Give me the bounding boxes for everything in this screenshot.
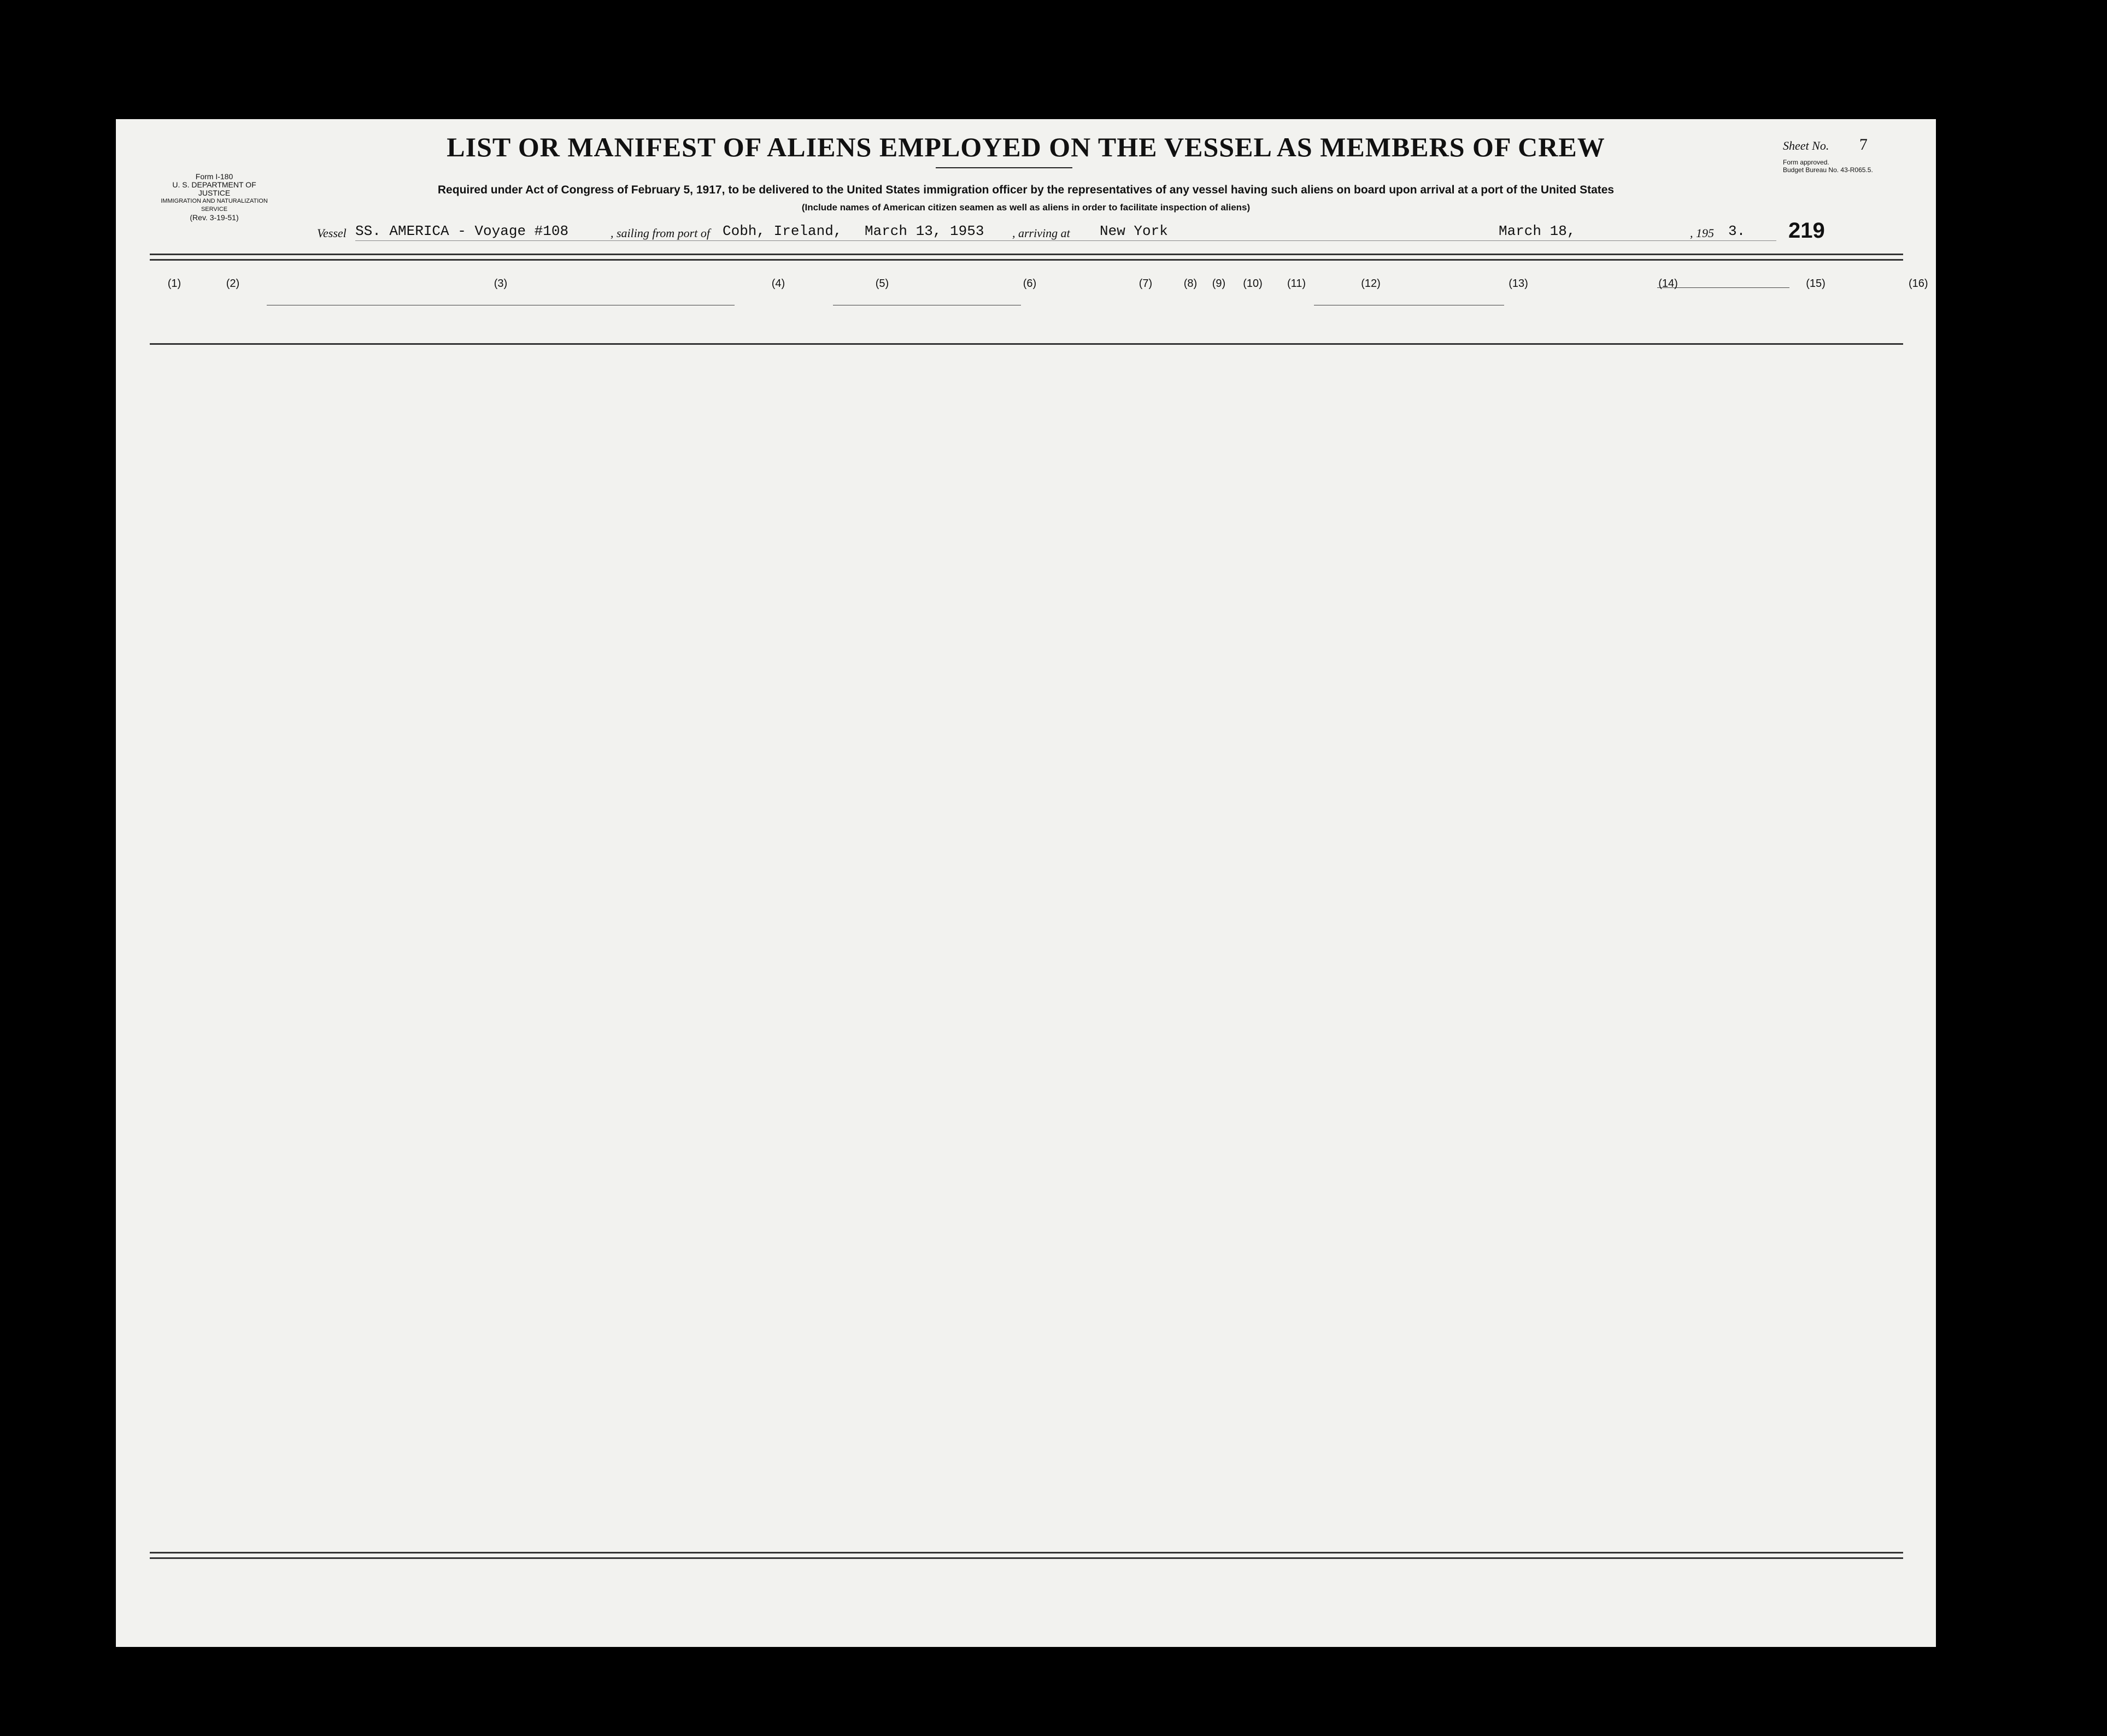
col-num-13: (13) — [1509, 278, 1528, 290]
sail-date-value: March 13, 1953 — [865, 223, 984, 239]
col-num-14: (14) — [1658, 278, 1678, 290]
col-num-10: (10) — [1243, 278, 1263, 290]
col-num-5: (5) — [875, 278, 889, 290]
sheet-value: 7 — [1859, 136, 1868, 154]
approval-block — [1783, 158, 1873, 174]
sheet-number — [1783, 136, 1868, 154]
form-number: Form I-180 — [195, 172, 233, 181]
arriving-label: , arriving at — [1012, 226, 1070, 240]
col-num-6: (6) — [1023, 278, 1037, 290]
title-underline — [936, 167, 1072, 168]
approval-line-1: Form approved. — [1783, 158, 1829, 166]
col-num-15: (15) — [1806, 278, 1826, 290]
header-bottom-rule — [150, 343, 1903, 345]
col-num-9: (9) — [1212, 278, 1226, 290]
arrival-date-value: March 18, — [1499, 223, 1576, 239]
table-bottom-rule — [150, 1552, 1903, 1553]
page-title: LIST OR MANIFEST OF ALIENS EMPLOYED ON THE VESSEL AS MEMBERS OF CREW — [447, 132, 1605, 162]
subnote: (Include names of American citizen seamen as well as aliens in order to facilitate inspection of aliens) — [801, 202, 1251, 213]
sailing-label: , sailing from port of — [611, 226, 710, 240]
manifest-sheet: Form I-180 U. S. DEPARTMENT OF JUSTICE IMMIGRATION AND NATURALIZATION SERVICE (Rev. 3-19-51) LIST OR MANIFEST OF ALIENS EMPLOYED ON THE VESSEL AS MEMBERS OF CREW Sheet No. 7 Form approved. Budget Bureau No. 43-R065.5. Required under Act of Congress of February 5, 1917, to be delivered to the United States immigration officer by the representatives of any vessel having such aliens on board upon arrival at a port of the United States (Include names of American citizen seamen as well as aliens in order to facilitate inspection of aliens) Vessel SS. AMERICA - Voyage #108 , sailing from port of Cobh, Ireland, March 13, 1953 , arriving at New York March 18, , 195 3. 219 (1) (2) (3) (4) (5) (6) (7) (8) (9) (10) (11) (12) (13) (14) (15) (16) — [116, 119, 1936, 1647]
year-suffix: 3. — [1728, 223, 1746, 239]
sheet-label: Sheet No. — [1783, 139, 1829, 152]
form-agency-block — [160, 173, 269, 222]
table-top-rule — [150, 254, 1903, 255]
stamp-number: 219 — [1788, 219, 1825, 243]
col-num-8: (8) — [1183, 278, 1198, 290]
table-bottom-rule-2 — [150, 1557, 1903, 1559]
year-prefix: , 195 — [1690, 226, 1714, 240]
vessel-underline — [355, 240, 1776, 241]
agency-line-1: U. S. DEPARTMENT OF JUSTICE — [172, 180, 256, 197]
col-num-1: (1) — [167, 278, 181, 290]
port-value: Cobh, Ireland, — [723, 223, 842, 239]
agency-line-3: (Rev. 3-19-51) — [190, 213, 239, 222]
col-num-12: (12) — [1361, 278, 1381, 290]
col-num-4: (4) — [771, 278, 785, 290]
agency-line-2: IMMIGRATION AND NATURALIZATION SERVICE — [161, 198, 268, 213]
arrival-port-value: New York — [1100, 223, 1168, 239]
subtitle: Required under Act of Congress of February 5, 1917, to be delivered to the United States immigration officer by the representatives of any vessel having such aliens on board upon arrival at a port of the United States — [437, 184, 1615, 196]
approval-line-2: Budget Bureau No. 43-R065.5. — [1783, 166, 1873, 174]
table-top-rule-2 — [150, 259, 1903, 261]
col-num-2: (2) — [226, 278, 240, 290]
vessel-value: SS. AMERICA - Voyage #108 — [355, 223, 569, 239]
col-num-11: (11) — [1287, 278, 1306, 290]
vessel-label: Vessel — [317, 226, 347, 240]
col-num-3: (3) — [494, 278, 508, 290]
col-num-7: (7) — [1138, 278, 1153, 290]
